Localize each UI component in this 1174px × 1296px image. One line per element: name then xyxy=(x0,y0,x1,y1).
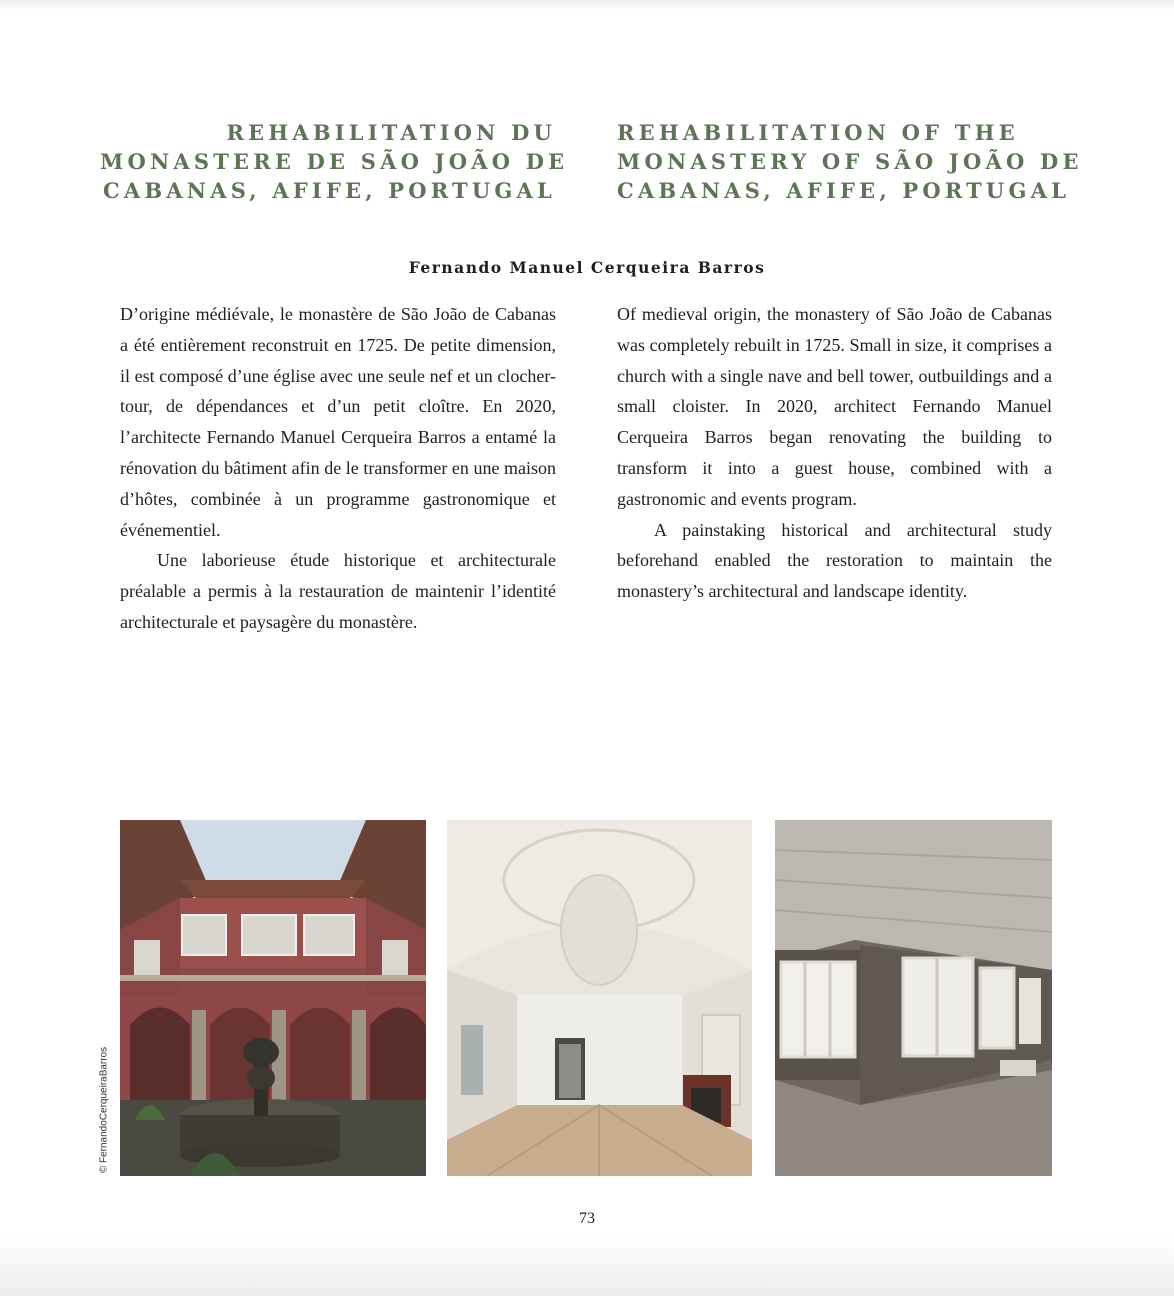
photo-credit: © FernandoCerqueiraBarros xyxy=(98,1046,110,1174)
author-byline: Fernando Manuel Cerqueira Barros xyxy=(408,258,766,277)
title-french-line-3: CABANAS, AFIFE, PORTUGAL xyxy=(102,178,556,203)
body-french-paragraph-1: D’origine médiévale, le monastère de São João de Cabanas a été entièrement reconstruit en 1725. De petite dimension, il est composé d’une église avec une seule nef et un clocher-tour, de dépendances et d’un petit cloître. En 2020, l’architecte Fernando Manuel Cerqueira Barros a entamé la rénovation du bâtiment afin de le transformer en une maison d’hôtes, combinée à un programme gastronomique et événementiel. xyxy=(120,304,556,540)
title-english-line-1: REHABILITATION OF THE xyxy=(617,120,1019,145)
bottom-edge-shadow xyxy=(0,1236,1174,1296)
title-french-line-1: REHABILITATION DU xyxy=(226,120,556,145)
photo-interior-hall xyxy=(447,820,752,1176)
title-french-line-2: MONASTERE DE SÃO JOÃO DE xyxy=(100,149,569,174)
top-edge-shadow xyxy=(0,0,1174,10)
photo-cloister-courtyard xyxy=(120,820,426,1176)
title-english-line-2: MONASTERY OF SÃO JOÃO DE xyxy=(617,149,1083,174)
title-english-line-3: CABANAS, AFIFE, PORTUGAL xyxy=(617,178,1071,203)
title-english xyxy=(617,118,1137,205)
body-french-paragraph-2: Une laborieuse étude historique et architecturale préalable a permis à la restauration de maintenir l’identité architecturale et paysagère du monastère. xyxy=(120,550,556,632)
body-english-paragraph-2: A painstaking historical and architectural study beforehand enabled the restoration to maintain the monastery’s architectural and landscape identity. xyxy=(617,519,1052,602)
body-english-paragraph-1: Of medieval origin, the monastery of São João de Cabanas was completely rebuilt in 1725. Small in size, it comprises a church with a single nave and bell tower, outbuildings and a small cloister. In 2020, architect Fernando Manuel Cerqueira Barros began renovating the building to transform it into a guest house, combined with a gastronomic and events program. xyxy=(617,304,1052,509)
body-french xyxy=(120,299,556,638)
body-english xyxy=(617,299,1052,607)
title-french xyxy=(100,118,569,205)
photo-cloister-gallery xyxy=(775,820,1052,1176)
page-number: 73 xyxy=(579,1210,595,1227)
